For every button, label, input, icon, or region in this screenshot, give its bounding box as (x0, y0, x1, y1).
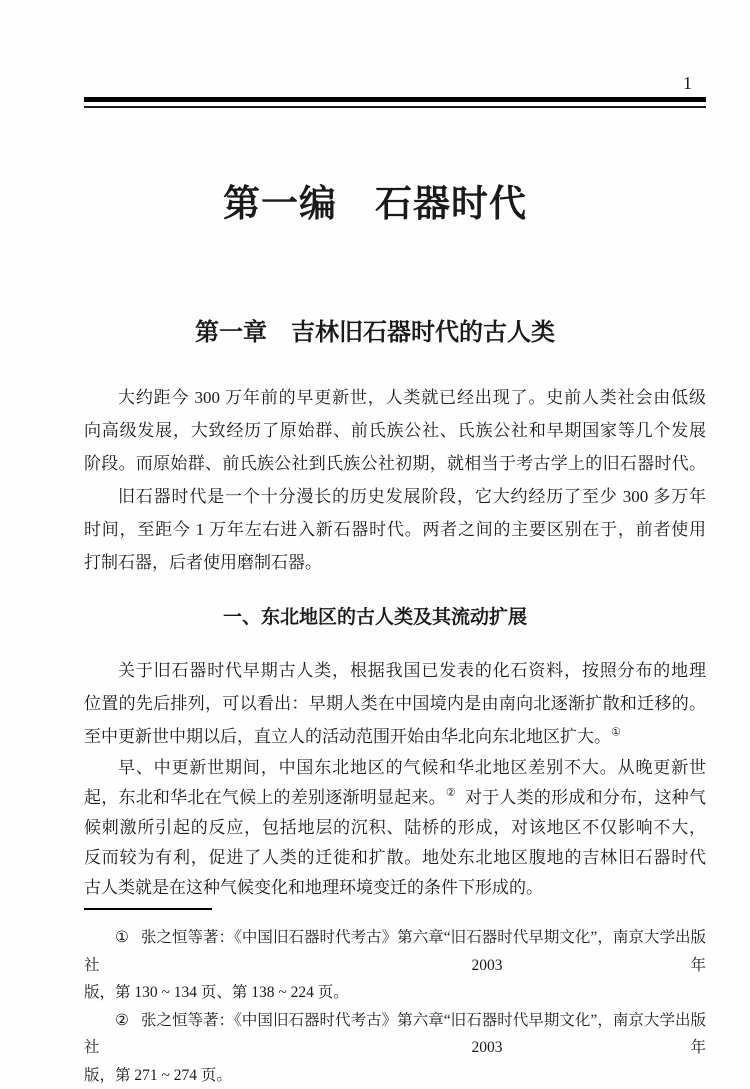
paragraph-2-line-3: 打制石器，后者使用磨制石器。 (84, 546, 706, 579)
section-heading: 一、东北地区的古人类及其流动扩展 (0, 608, 750, 627)
paragraph-2-line-1: 旧石器时代是一个十分漫长的历史发展阶段，它大约经历了至少 300 多万年 (84, 480, 706, 513)
paragraph-1-line-2: 向高级发展，大致经历了原始群、前氏族公社、氏族公社和早期国家等几个发展 (84, 414, 706, 447)
paragraph-4 (84, 753, 706, 903)
footnote-2-line-1 (84, 1007, 706, 1062)
paragraph-4-line-2 (84, 783, 706, 813)
paragraph-4-line-1: 早、中更新世期间，中国东北地区的气候和华北地区差别不大。从晚更新世 (84, 753, 706, 783)
paragraph-1-line-1: 大约距今 300 万年前的早更新世，人类就已经出现了。史前人类社会由低级 (84, 381, 706, 414)
paragraph-1-line-3: 阶段。而原始群、前氏族公社到氏族公社初期，就相当于考古学上的旧石器时代。 (84, 447, 706, 480)
paragraph-3-line-3 (84, 720, 706, 753)
footnote-2-text: 张之恒等著：《中国旧石器时代考古》第六章“旧石器时代早期文化”，南京大学出版社 2003 年 (84, 1012, 706, 1057)
footnote-2-marker: ② (115, 1012, 129, 1029)
header-rule-thin (84, 106, 706, 108)
paragraph-3-line-1: 关于旧石器时代早期古人类，根据我国已发表的化石资料，按照分布的地理 (84, 654, 706, 687)
paragraph-3 (84, 654, 706, 753)
paragraph-4-line-4: 反而较为有利，促进了人类的迁徙和扩散。地处东北地区腹地的吉林旧石器时代 (84, 843, 706, 873)
page-number: 1 (683, 74, 692, 92)
paragraph-4-line-5: 古人类就是在这种气候变化和地理环境变迁的条件下形成的。 (84, 873, 706, 903)
paragraph-4-line-3: 候刺激所引起的反应，包括地层的沉积、陆桥的形成，对该地区不仅影响不大， (84, 813, 706, 843)
footnote-separator-rule (84, 908, 212, 910)
footnotes (84, 924, 706, 1089)
footnote-ref-1: ① (611, 726, 621, 738)
footnote-2-line-2: 版，第 271 ~ 274 页。 (84, 1062, 706, 1089)
paragraph-4-line-2-before: 起，东北和华北在气候上的差别逐渐明显起来。 (84, 788, 446, 807)
footnote-1-line-2: 版，第 130 ~ 134 页、第 138 ~ 224 页。 (84, 979, 706, 1007)
header-rule-thick (84, 97, 706, 102)
paragraph-3-line-3-text: 至中更新世中期以后，直立人的活动范围开始由华北向东北地区扩大。 (84, 727, 611, 746)
paragraph-4-line-2-after: 对于人类的形成和分布，这种气 (465, 788, 706, 807)
footnote-1-marker: ① (115, 929, 129, 946)
intro-paragraphs (84, 381, 706, 579)
footnote-ref-2: ② (446, 787, 456, 799)
footnote-1-text: 张之恒等著：《中国旧石器时代考古》第六章“旧石器时代早期文化”，南京大学出版社 2003 年 (84, 929, 706, 974)
footnote-1-line-1 (84, 924, 706, 979)
part-title: 第一编 石器时代 (0, 186, 750, 223)
paragraph-3-line-2: 位置的先后排列，可以看出：早期人类在中国境内是由南向北逐渐扩散和迁移的。 (84, 687, 706, 720)
chapter-title: 第一章 吉林旧石器时代的古人类 (0, 321, 750, 345)
paragraph-2-line-2: 时间，至距今 1 万年左右进入新石器时代。两者之间的主要区别在于，前者使用 (84, 513, 706, 546)
